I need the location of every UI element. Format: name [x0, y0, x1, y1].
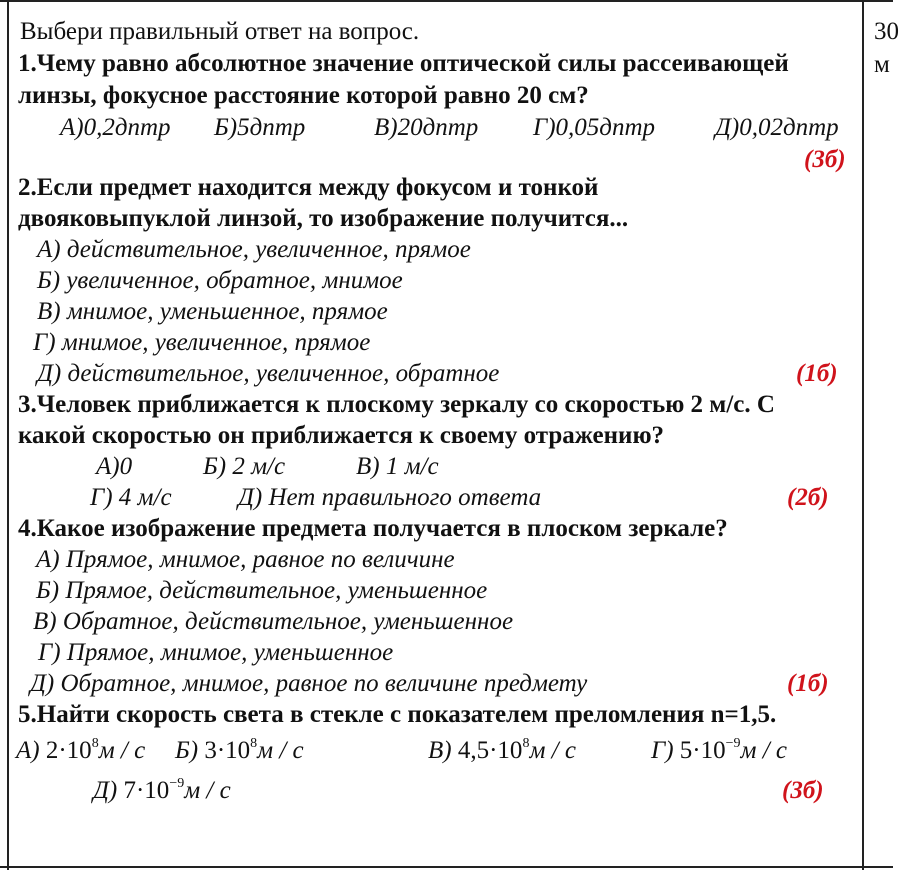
instruction-text: Выбери правильный ответ на вопрос. — [20, 18, 420, 45]
formula-exponent: 8 — [91, 736, 99, 751]
formula — [123, 777, 230, 804]
question-3-option-c: В) 1 м/с — [356, 453, 439, 480]
question-3-option-b: Б) 2 м/с — [203, 453, 286, 480]
question-2-option-c: В) мнимое, уменьшенное, прямое — [37, 298, 388, 325]
formula-unit: м / с — [98, 737, 146, 764]
question-5-option-e — [93, 776, 231, 810]
formula-mantissa: 7·10 — [123, 777, 170, 804]
question-1-line-2: линзы, фокусное расстояние которой равно 20 см? — [18, 82, 589, 109]
formula-exponent: 8 — [250, 736, 258, 751]
table-top-border — [0, 0, 893, 2]
question-4-option-b: Б) Прямое, действительное, уменьшенное — [36, 577, 488, 604]
question-2-line-1: 2.Если предмет находится между фокусом и тонкой — [18, 174, 599, 201]
question-4-option-d: Г) Прямое, мнимое, уменьшенное — [38, 639, 394, 666]
question-4-option-e: Д) Обратное, мнимое, равное по величине предмету — [30, 670, 588, 697]
table-bottom-border — [0, 866, 893, 868]
option-letter: Д) — [93, 777, 118, 804]
question-3-option-e: Д) Нет правильного ответа — [238, 484, 542, 511]
question-3-points: (2б) — [787, 484, 829, 511]
question-5-option-b — [175, 736, 304, 770]
question-1-option-d: Г)0,05дптр — [533, 114, 655, 141]
formula-mantissa: 2·10 — [45, 737, 92, 764]
question-1-points: (3б) — [804, 146, 846, 173]
table-left-border — [7, 0, 9, 870]
question-3-line-2: какой скоростью он приближается к своему отражению? — [18, 422, 665, 449]
formula-mantissa: 5·10 — [679, 737, 726, 764]
formula-unit: м / с — [257, 737, 304, 764]
formula — [458, 737, 576, 764]
question-2-line-2: двояковыпуклой линзой, то изображение получится... — [18, 205, 629, 232]
formula-unit: м / с — [529, 737, 576, 764]
formula-exponent: −9 — [725, 736, 741, 751]
question-3-option-d: Г) 4 м/с — [90, 484, 172, 511]
question-2-points: (1б) — [796, 360, 838, 387]
question-1-option-a: А)0,2дптр — [60, 114, 171, 141]
formula-mantissa: 4,5·10 — [457, 737, 523, 764]
question-5-option-a — [16, 736, 145, 770]
formula-unit: м / с — [184, 777, 231, 804]
question-5-points: (3б) — [782, 777, 824, 804]
question-2-option-b: Б) увеличенное, обратное, мнимое — [37, 267, 403, 294]
question-1-option-e: Д)0,02дптр — [715, 114, 839, 141]
option-letter: В) — [428, 737, 452, 764]
right-column-text-1: 30 — [874, 18, 899, 45]
question-3-line-1: 3.Человек приближается к плоскому зеркалу со скоростью 2 м/с. С — [18, 391, 775, 418]
column-divider — [862, 0, 864, 870]
question-1-line-1: 1.Чему равно абсолютное значение оптической силы рассеивающей — [18, 50, 789, 77]
formula-unit: м / с — [740, 737, 788, 764]
formula — [204, 737, 303, 764]
question-1-option-b: Б)5дптр — [214, 114, 306, 141]
formula-mantissa: 3·10 — [204, 737, 251, 764]
question-2-option-a: А) действительное, увеличенное, прямое — [37, 236, 471, 263]
option-letter: Г) — [651, 737, 674, 764]
option-letter: А) — [16, 737, 40, 764]
question-4-option-c: В) Обратное, действительное, уменьшенное — [33, 608, 514, 635]
question-2-option-d: Г) мнимое, увеличенное, прямое — [33, 329, 371, 356]
formula — [680, 737, 787, 764]
question-5-option-d — [651, 736, 787, 770]
formula — [46, 737, 145, 764]
formula-exponent: −9 — [169, 776, 185, 791]
question-4-option-a: А) Прямое, мнимое, равное по величине — [36, 546, 455, 573]
question-4-points: (1б) — [787, 670, 829, 697]
question-5-option-c — [428, 736, 576, 770]
question-5-text: 5.Найти скорость света в стекле с показателем преломления n=1,5. — [18, 701, 777, 728]
question-3-option-a: А)0 — [96, 453, 133, 480]
question-4-text: 4.Какое изображение предмета получается в плоском зеркале? — [18, 515, 728, 542]
question-2-option-e: Д) действительное, увеличенное, обратное — [37, 360, 500, 387]
option-letter: Б) — [175, 737, 199, 764]
formula-exponent: 8 — [522, 736, 530, 751]
question-1-option-c: В)20дптр — [374, 114, 479, 141]
right-column-text-2: м — [874, 51, 890, 78]
